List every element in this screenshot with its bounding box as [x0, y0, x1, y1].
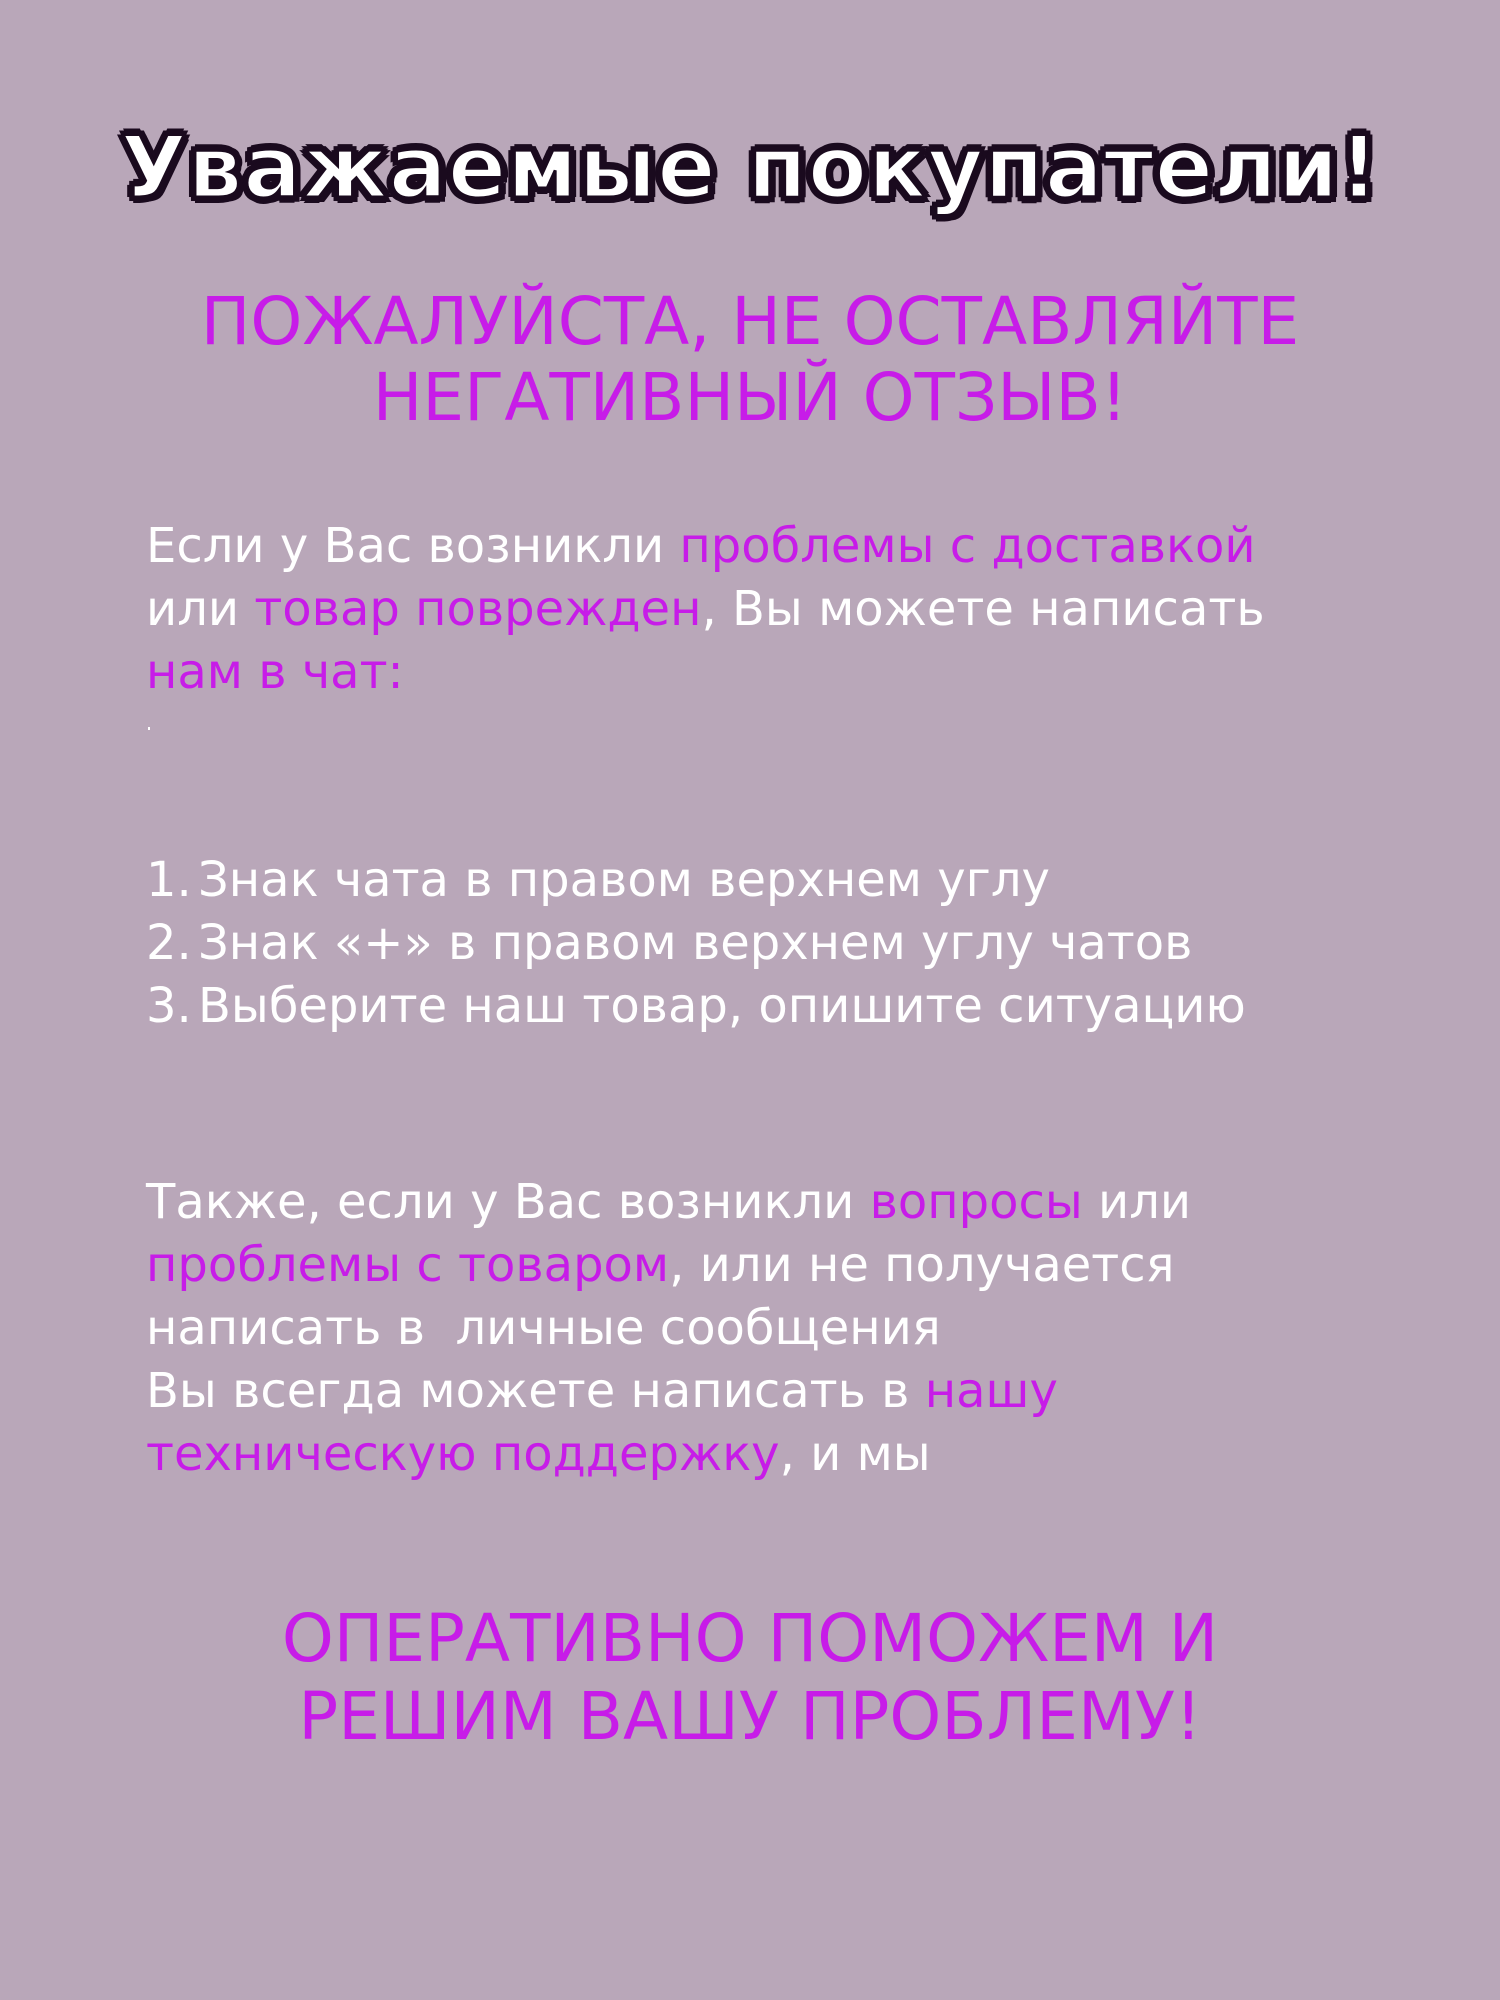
- subtitle-line-2: НЕГАТИВНЫЙ ОТЗЫВ!: [372, 359, 1128, 436]
- highlight-text: товар поврежден: [254, 581, 702, 637]
- highlight-text: нам в чат:: [146, 644, 404, 700]
- highlight-text: проблемы с товаром: [146, 1237, 670, 1293]
- step-number: 2.: [146, 915, 192, 971]
- highlight-text: вопросы: [869, 1174, 1083, 1230]
- step-text: Выберите наш товар, опишите ситуацию: [198, 978, 1246, 1034]
- paragraph-line: [146, 578, 1476, 641]
- support-paragraph: [146, 1171, 1476, 1486]
- text-span: Вы всегда можете написать в: [146, 1363, 925, 1419]
- text-span: или: [146, 581, 255, 637]
- text-span: , Вы можете написать: [701, 581, 1265, 637]
- paragraph-line: [146, 515, 1476, 578]
- page-title: Уважаемые покупатели!: [120, 118, 1380, 218]
- highlight-text: техническую поддержку: [146, 1426, 780, 1482]
- delivery-paragraph: [146, 515, 1476, 704]
- subtitle-line-1: ПОЖАЛУЙСТА, НЕ ОСТАВЛЯЙТЕ: [200, 283, 1300, 360]
- step-number: 3.: [146, 978, 192, 1034]
- closing-line-2: РЕШИМ ВАШУ ПРОБЛЕМУ!: [298, 1678, 1202, 1755]
- paragraph-line: [146, 1171, 1476, 1234]
- closing-message: [0, 1600, 1500, 1756]
- closing-line-1: ОПЕРАТИВНО ПОМОЖЕМ И: [281, 1600, 1219, 1677]
- text-span: Если у Вас возникли: [146, 518, 680, 574]
- text-span: , или не получается: [669, 1237, 1175, 1293]
- step-item: [146, 912, 1476, 975]
- stray-dot: [148, 727, 150, 730]
- paragraph-line: [146, 1360, 1476, 1423]
- paragraph-line: [146, 1423, 1476, 1486]
- step-item: [146, 849, 1476, 912]
- step-text: Знак чата в правом верхнем углу: [198, 852, 1050, 908]
- paragraph-line: [146, 641, 1476, 704]
- steps-list: [146, 849, 1476, 1038]
- highlight-text: нашу: [924, 1363, 1058, 1419]
- highlight-text: проблемы с доставкой: [679, 518, 1256, 574]
- paragraph-line: [146, 1297, 1476, 1360]
- step-text: Знак «+» в правом верхнем углу чатов: [198, 915, 1193, 971]
- text-span: написать в личные сообщения: [146, 1300, 941, 1356]
- paragraph-line: [146, 1234, 1476, 1297]
- text-span: или: [1082, 1174, 1192, 1230]
- text-span: Также, если у Вас возникли: [146, 1174, 870, 1230]
- text-span: , и мы: [779, 1426, 931, 1482]
- subtitle: [0, 284, 1500, 436]
- step-item: [146, 975, 1476, 1038]
- step-number: 1.: [146, 852, 192, 908]
